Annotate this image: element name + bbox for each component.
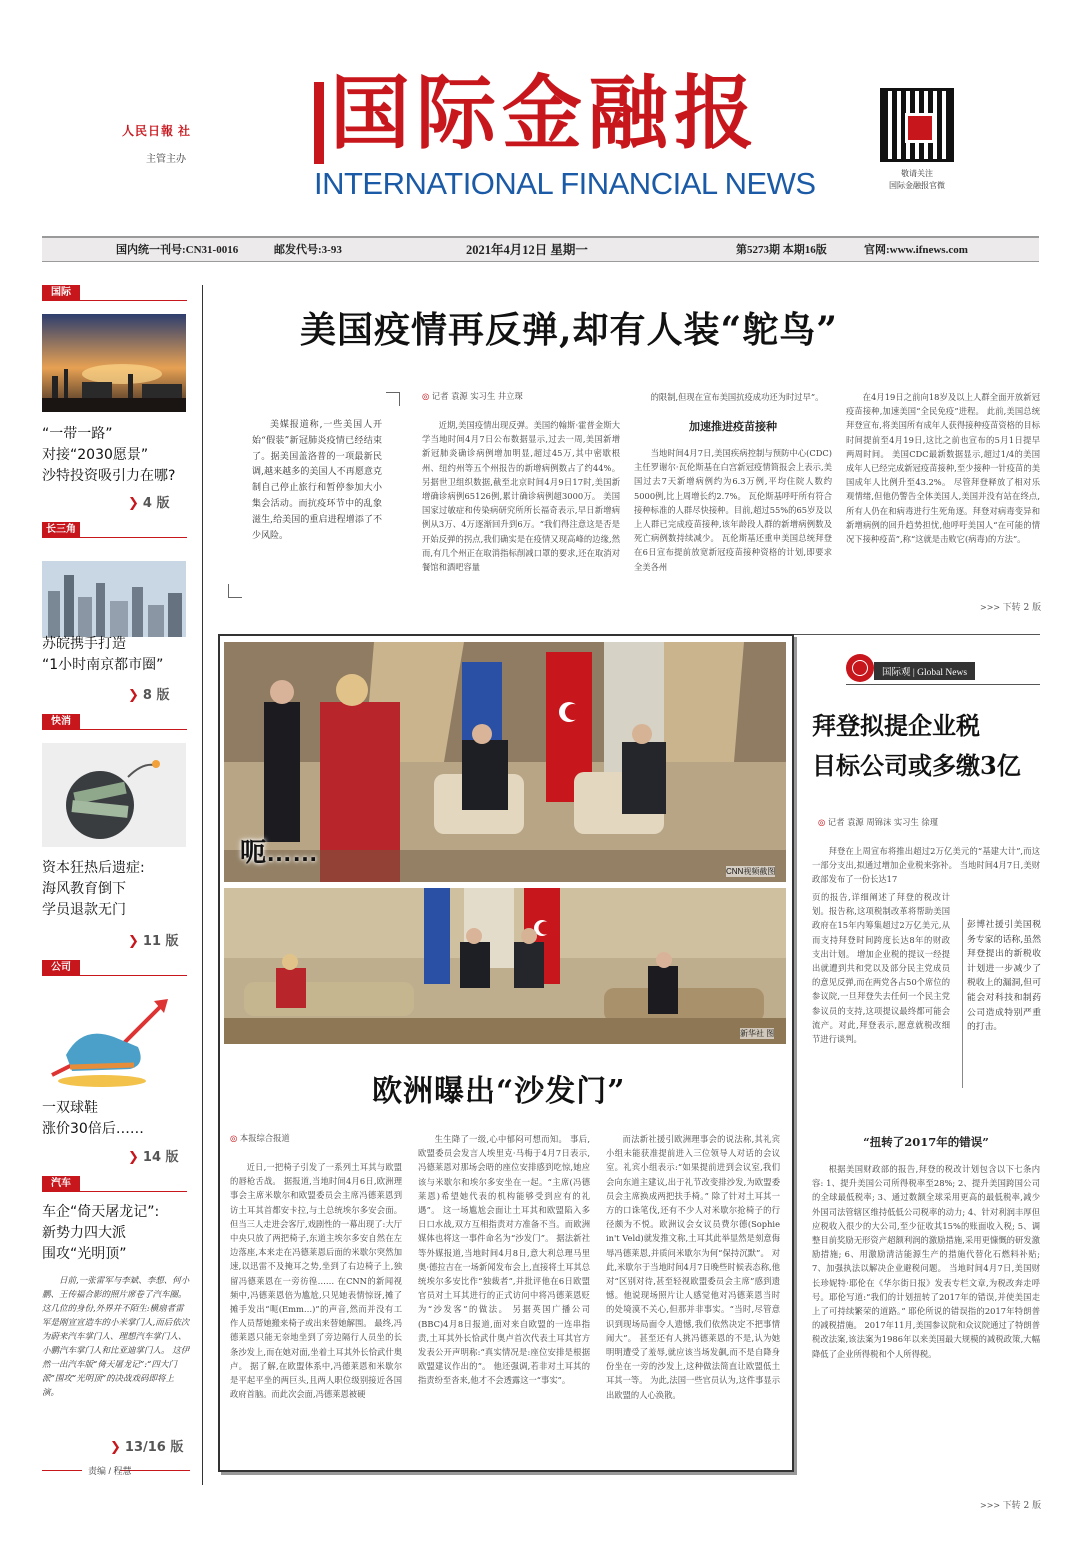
- sidebar-headline-4[interactable]: [42, 1098, 192, 1140]
- sidebar-rule: [80, 537, 187, 538]
- info-bar: [42, 236, 1039, 262]
- global-headline[interactable]: [812, 706, 1021, 786]
- lead-headline[interactable]: 美国疫情再反弹,却有人装“鸵鸟”: [300, 309, 838, 351]
- sidebar-headline-line: 车企“倚天屠龙记”:: [42, 1204, 160, 1220]
- global-headline-line-1: 拜登拟提企业税: [812, 711, 980, 740]
- lead-column-3: 在4月19日之前向18岁及以上人群全面开放新冠疫苗接种,加速美国“全民免疫”进程。 此前,美国总统拜登宣布,将美国所有成年人获得接种疫苗资格的目标时间提前至4月19日,这比之前也宣布的5月1日提早两周时间。 美国CDC最新数据显示,超过1/4的美国成年人已经完成新冠疫苗接种,至少接种一针疫苗的美国成年人比例升至43.2%。 尽管拜登释放了相对乐观情绪,但他仍警告全体美国人,美国并没有站在终点,所有人仍在和病毒进行生死角逐。拜登对病毒变异和新增病例的回升趋势担忧,他呼吁美国人“在可能的情况下接种疫苗”,称“这就是击败它(病毒)的方法”。: [846, 392, 1040, 545]
- sidebar-rule: [80, 300, 187, 301]
- feature-column-2: 生生降了一级,心中郁闷可想而知。 事后,欧盟委员会发言人埃里克·马梅于4月7日表示,冯德莱恩对那场会晤的座位安排感到吃惊,她应该与米歇尔和埃尔多安坐在一起。“主席(冯德莱恩)希望她代表的机构能够受到应有的礼遇”。 这一场尴尬会面让土耳其和欧盟陷入多日口水战,双方互相指责对方准备不当。而欧洲媒体也将这一事件命名为“沙发门”。 据法新社等外媒报道,当地时间4月8日,意大利总理马里奥·德拉吉在一场新闻发布会上,直接将土耳其总统埃尔多安比作“独裁者”,并批评他在6日欧盟官员对土耳其进行的正式访问中将冯德莱恩贬为“沙发客”的做法。 另据英国广播公司(BBC)4月8日报道,面对来自欧盟的一连串指责,土耳其外长恰武什奥卢首次代表土耳其官方发表公开声明称:“真实情况是:座位安排是根据欧盟建议作出的”。 他还强调,若非对土耳其的指责纷至沓来,他才不会透露这一“事实”。: [418, 1134, 590, 1386]
- feature-column-1: 近日,一把椅子引发了一系列土耳其与欧盟的唇枪舌战。 据报道,当地时间4月6日,欧洲理事会主席米歇尔和欧盟委员会主席冯德莱恩到访土耳其首都安卡拉,与土总统埃尔多安会面。但当三人走进会客厅,戏剧性的一幕出现了:大厅中央只放了两把椅子,东道主埃尔多安自然在左边落座,本来走在冯德莱恩后面的米歇尔突然加速,以迅雷不及掩耳之势,坐到了右边椅子上,独留冯德莱恩在一旁彷徨…… 在CNN的新闻视频中,冯德莱恩倍为尴尬,只见她表情惊讶,摊了摊手发出“呃(Emm…)”的声音,然而并没有工作人员帮她搬来椅子或出来替她解围。 最终,冯德莱恩只能无奈地坐到了旁边隔行人员坐的长条沙发上,而在她对面,坐着土耳其外长恰武什奥卢。 据了解,在欧盟体系中,冯德莱恩和米歇尔是平起平坐的两巨头,且两人职位级别接近各国政府首脑。而此次会面,冯德莱恩被硬: [230, 1162, 402, 1400]
- sidebar-tag-auto: 汽车: [42, 1176, 80, 1192]
- sidebar-page-ref-4[interactable]: [128, 1146, 179, 1165]
- global-news-label: 国际观 | Global News: [874, 662, 975, 680]
- sidebar-rule: [80, 1191, 187, 1192]
- global-rule: [846, 684, 1040, 685]
- globe-ring: [852, 660, 868, 676]
- global-byline-text: 记者 袁源 周锦沫 实习生 徐瑾: [827, 817, 939, 827]
- global-byline: [818, 816, 938, 828]
- feature-byline: [230, 1132, 290, 1144]
- sidebar-tag-international: 国际: [42, 285, 80, 301]
- sidebar-headline-line: 对接“2030愿景”: [42, 447, 149, 463]
- newspaper-title-cn: 国际金融报: [330, 67, 760, 160]
- page-number: 11 版: [142, 934, 179, 949]
- feature-column-3: 而法新社援引欧洲理事会的说法称,其礼宾小组未能获准提前进入三位领导人对话的会议室。礼宾小组表示:“如果提前进到会议室,我们会向东道主建议,出于礼节改变排沙发,为欧盟委员会主席换成两把扶手椅。” 除了针对土耳其一方的口诛笔伐,还有不少人对米歇尔抢椅子的行径颇为不悦。欧洲议会女议员费尔德(Sophie in't Veld)就发推文称,土耳其此举显然是刻意侮辱冯德莱恩,并质问米歇尔为何“保持沉默”。 对此,米歇尔于当地时间4月7日晚些时候表态称,他对“区别对待,甚至轻视欧盟委员会主席”感到遗憾。他说现场照片让人感觉他对冯德莱恩当时的处境漠不关心,但那并非事实。“当时,尽管意识到现场局面令人遗憾,我们依然决定不把事情闹大”。 甚至还有人挑冯德莱恩的不是,认为她明明遭受了羞辱,就应该当场发飙,而不是自降身份坐在一旁的沙发上,这种做法简直让欧盟低土耳其一等。 为此,法国一些官员认为,这件事显示出欧盟的人心涣散。: [606, 1134, 780, 1400]
- photo-overlay-caption: 呃……: [240, 837, 319, 867]
- editor-rule: [42, 1470, 82, 1471]
- quote-corner: [228, 584, 242, 598]
- qr-caption: [872, 168, 962, 192]
- sidebar-headline-line: 海风教育倒下: [42, 881, 126, 897]
- page-number: 13/16 版: [124, 1440, 184, 1455]
- sneaker-chart-image: [42, 985, 186, 1089]
- play-arrow-icon: ❯: [110, 1440, 121, 1455]
- lead-column-2-top: 的限制,但现在宣布美国抗疫成功还为时过早”。: [650, 392, 824, 402]
- lead-byline: [422, 390, 523, 402]
- continued-text: 下转 2 版: [1002, 603, 1042, 613]
- lead-subheading: 加速推进疫苗接种: [689, 420, 777, 433]
- sidebar-headline-line: “一带一路”: [42, 426, 113, 442]
- meeting-photo-bottom: [224, 888, 786, 1044]
- photo-credit-top: CNN视频截图: [726, 867, 776, 876]
- title-accent-bar: [314, 82, 324, 164]
- global-continued[interactable]: >>> 下转 2 版: [980, 1501, 1042, 1511]
- sidebar-headline-line: 苏皖携手打造: [42, 636, 126, 652]
- sidebar-headline-line: 学员退款无门: [42, 902, 126, 918]
- lead-intro: 美媒报道称,一些美国人开始“假装”新冠肺炎疫情已经结束了。据美国盖洛普的一项最新民调,越来越多的美国人不再愿意克制自己停止旅行和暂停参加大小集会活动。而抗疫环节中的乱象滋生,给美国的重启进程增添了不少风险。: [252, 420, 382, 541]
- sidebar-headline-line: 新势力四大派: [42, 1225, 126, 1241]
- continued-text: 下转 2 版: [1002, 1501, 1042, 1511]
- quote-corner: [386, 392, 400, 406]
- pull-quote: 彭博社援引美国税务专家的话称,虽然拜登提出的新税收计划进一步减少了税收上的漏洞,但可能会对科技和制药公司造成特别严重的打击。: [967, 920, 1041, 1033]
- page-number: 4 版: [142, 496, 170, 511]
- sidebar-headline-line: “1小时南京都市圈”: [42, 657, 164, 673]
- money-bomb-image: [42, 743, 186, 847]
- sidebar-headline-5[interactable]: [42, 1202, 192, 1265]
- global-subheading: “扭转了2017年的错误”: [863, 1135, 989, 1149]
- bullet-icon: ◎: [230, 1133, 240, 1143]
- global-body: 根据美国财政部的报告,拜登的税改计划包含以下七条内容: 1、提升美国公司所得税率至28%; 2、提升美国跨国公司的全球最低税率; 3、通过数额全球采用更高的最低税率,减少外国司法管辖区维持低低公司税率的动力; 4、针对利润丰厚但应税收入很少的大公司,至少征收其15%的账面收入税; 5、调整目前奖励无形资产超额利润的激励措施,采用更慷慨的研发激励措施; 6、用激励清洁能源生产的措施代替化石燃料补贴; 7、加强执法以解决企业避税问题。 当地时间4月7日,美国财长珍妮特·耶伦在《华尔街日报》发表专栏文章,为税改奔走呼号。耶伦写道:“我们的计划扭转了2017年的错误,并使美国走上了可持续繁荣的道路。” 耶伦所说的错误指的2017年特朗普的减税措施。 2017年11月,美国参议院和众议院通过了特朗普税改法案,该法案为1986年以来美国最大规模的减税政策,大幅降低了企业所得税和个人所得税。: [812, 1164, 1040, 1359]
- qr-caption-line-1: 敬请关注: [901, 169, 933, 178]
- sidebar-page-ref-5[interactable]: [110, 1436, 183, 1455]
- sidebar-headline-3[interactable]: [42, 858, 192, 921]
- sunset-industry-image: [42, 314, 186, 412]
- sidebar-tag-consumer: 快消: [42, 714, 80, 730]
- people-daily-name: 人民日報: [122, 124, 175, 138]
- lead-column-1: 近期,美国疫情出现反弹。美国约翰斯·霍普金斯大学当地时间4月7日公布数据显示,过去一周,美国新增新冠肺炎确诊病例增加明显,超过45万,其中密歇根州、纽约州等五个州报告的新增病例数占了约44%。 另据世卫组织数据,截至北京时间4月9日17时,美国新增确诊病例65126例,累计确诊病例超3000万。 美国国家过敏症和传染病研究所所长福奇表示,早日新增病例从3万、4万逐渐回升到6万。“我们得注意这是否是开始反弹的拐点,我们确实是在疫情又现高峰的边缘,然而,有几个州正在取消指标削减口罩的要求,还在取消对餐馆和酒吧容量: [422, 420, 620, 573]
- sidebar-headline-1[interactable]: [42, 424, 192, 487]
- sidebar-tag-company: 公司: [42, 960, 80, 976]
- sidebar-page-ref-2[interactable]: [128, 684, 169, 703]
- issue-number: 第5273期 本期16版: [736, 244, 827, 256]
- feature-byline-text: 本报综合报道: [239, 1133, 290, 1143]
- global-lead-text-b: 页的报告,详细阐述了拜登的税改计划。报告称,这项税制改革将帮助美国政府在15年内筹集超过2万亿美元,从而支持拜登时间跨度长达8年的财政支出计划。 增加企业税的提议一经提出就遭到共和党以及部分民主党成员的意见反弹,而在两党各占50个席位的参议院,一旦拜登失去任何一个民主党参议员的支持,这项提议最终都可能会流产。对此,拜登表示,愿意就税改细节进行谈判。: [812, 892, 950, 1045]
- sidebar-auto-text: 日前,一张雷军与李斌、李想、何小鹏、王传福合影的照片席卷了汽车圈。这几位的身份,外界并不陌生:横扇者雷军是刚宣宣造车的小米掌门人,而后依次为蔚来汽车掌门人、理想汽车掌门人、小鹏汽车掌门人和比亚迪掌门人。 这伊然一出汽车版“倚天屠龙记”:“四大门派”围攻“光明顶”的决战戏码即将上演。: [42, 1276, 190, 1398]
- sidebar-page-ref-1[interactable]: [128, 492, 169, 511]
- sidebar-headline-line: 一双球鞋: [42, 1100, 98, 1116]
- issue-date: 2021年4月12日 星期一: [466, 243, 588, 257]
- play-arrow-icon: ❯: [128, 688, 139, 703]
- play-arrow-icon: ❯: [128, 1150, 139, 1165]
- page-number: 8 版: [142, 688, 170, 703]
- play-arrow-icon: ❯: [128, 496, 139, 511]
- issn: 国内统一刊号:CN31-0016: [116, 244, 239, 256]
- people-daily-suffix: 社: [178, 124, 192, 138]
- page-number: 14 版: [142, 1150, 179, 1165]
- sidebar-headline-line: 资本狂热后遗症:: [42, 860, 145, 876]
- sidebar-headline-line: 沙特投资吸引力在哪?: [42, 468, 176, 484]
- global-lead-text-a: 拜登在上周宣布将推出超过2万亿美元的“基建大计”,而这一部分支出,拟通过增加企业税来弥补。 当地时间4月7日,美财政部发布了一份长达17: [812, 846, 1040, 885]
- sidebar-headline-line: 涨价30倍后……: [42, 1121, 144, 1137]
- postal-code: 邮发代号:3-93: [274, 244, 342, 256]
- bullet-icon: ◎: [422, 391, 432, 401]
- sidebar-rule: [80, 975, 187, 976]
- qr-caption-line-2: 国际金融报官微: [889, 181, 945, 190]
- qr-code-icon: [880, 88, 954, 162]
- sidebar-divider: [202, 285, 203, 1485]
- pull-quote-box: [962, 918, 1040, 1088]
- people-daily-logo: [118, 112, 191, 142]
- lead-byline-text: 记者 袁源 实习生 井立琛: [431, 391, 523, 401]
- feature-headline[interactable]: 欧洲曝出“沙发门”: [372, 1074, 626, 1109]
- website: 官网:www.ifnews.com: [864, 244, 968, 256]
- sidebar-rule: [80, 729, 187, 730]
- lead-column-2: 当地时间4月7日,美国疾病控制与预防中心(CDC)主任罗谢尔·瓦伦斯基在白宫新冠疫情简报会上表示,美国过去7天新增病例约为6.3万例,平均住院人数约5000例,比上周增长约2.7%。 瓦伦斯基呼吁所有符合接种标准的人群尽快接种。目前,超过55%的65岁及以上人群已完成疫苗接种,该年龄段人群的新增病例数及死亡病例数持续减少。 瓦伦斯基还重申美国总统拜登在6日宣布提前放宽新冠疫苗接种资格的计划,即要求全美各州: [634, 448, 832, 572]
- editor-credit: 责编 / 程慧: [88, 1466, 132, 1476]
- sponsor-label: 主管主办: [146, 154, 186, 165]
- newspaper-title-en: INTERNATIONAL FINANCIAL NEWS: [314, 166, 816, 201]
- bullet-icon: ◎: [818, 817, 828, 827]
- sidebar-tag-yangtze: 长三角: [42, 522, 80, 538]
- sidebar-headline-line: 围攻“光明顶”: [42, 1246, 127, 1262]
- sidebar-headline-2[interactable]: [42, 634, 192, 676]
- play-arrow-icon: ❯: [128, 934, 139, 949]
- sidebar-page-ref-3[interactable]: [128, 930, 179, 949]
- global-headline-line-2: 目标公司或多缴3亿: [812, 751, 1021, 780]
- photo-credit-bottom: 新华社 图: [740, 1029, 775, 1038]
- lead-continued[interactable]: >>> 下转 2 版: [980, 603, 1042, 613]
